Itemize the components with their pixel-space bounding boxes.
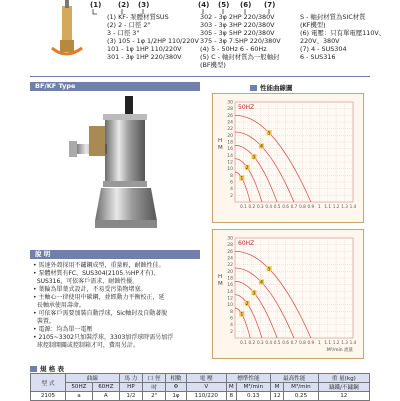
- legend-line: (7) 4 - SUS304: [300, 45, 347, 53]
- y-tick-label: 22: [227, 263, 233, 269]
- x-tick-label: 0.7: [290, 340, 298, 345]
- x-tick-label: 1.3: [341, 204, 348, 209]
- product-type-label: BF/KF Type: [35, 82, 76, 90]
- description-bullet: • 葉輪為單葉式設計，不易受污染物堵塞。: [33, 286, 147, 293]
- description-bullet: [33, 278, 208, 286]
- description-bullet: • 主軸心一律使用中碳鋼，並經動力平衡校正，延: [33, 294, 165, 301]
- description-title: 說 明: [35, 250, 51, 258]
- y-tick-label: 4: [230, 323, 233, 329]
- y-tick-label: 26: [227, 113, 233, 119]
- bullet-text: 馬達外殼採用不鏽鋼成型，重量輕，耐蝕性佳。: [38, 262, 165, 269]
- x-tick-label: 0.1: [240, 204, 247, 209]
- y-tick-label: 4: [230, 187, 233, 193]
- bullet-text: 泵體材質有FC、SUS304(2105.½HP才有)、: [38, 270, 160, 277]
- legend-line: (3) 105 - 1φ 1/2HP 110/220V: [107, 37, 199, 45]
- curve-marker-label: 2: [245, 302, 249, 308]
- x-tick-label: 1.4: [349, 204, 357, 209]
- x-tick-label: 1: [317, 340, 321, 345]
- legend-line: 303 - 3φ 3HP 220/380V: [200, 21, 275, 29]
- legend-line: (BF機型): [200, 61, 226, 69]
- legend-line: (2) 2 - 口徑 2": [107, 21, 151, 29]
- curve-marker-label: 4: [260, 280, 263, 286]
- description-bullet: • 泵體材質有FC、SUS304(2105.½HP才有)、: [33, 270, 160, 277]
- spec-subheader: M³/min: [236, 383, 270, 392]
- spec-table: [30, 373, 370, 401]
- curve-marker-label: 4: [260, 144, 263, 150]
- legend-line: (KF機型): [300, 21, 326, 29]
- spec-cell: 110/220: [186, 392, 226, 401]
- spec-subheader: 吋: [143, 383, 166, 392]
- spec-cell: 12: [270, 392, 284, 401]
- x-tick-label: 0.4: [265, 340, 273, 345]
- y-tick-label: 12: [227, 296, 233, 302]
- x-tick-label: 0.3: [256, 340, 264, 345]
- y-tick-label: 14: [227, 289, 233, 295]
- y-tick-label: 8: [230, 173, 233, 179]
- x-tick-label: 1.1: [324, 204, 332, 209]
- x-tick-label: 0.6: [282, 204, 289, 209]
- y-tick-label: 28: [227, 107, 233, 113]
- bullet-text: 主軸心一律使用中碳鋼，並經動力平衡校正，延: [38, 294, 165, 301]
- legend-line: 301 - 3φ 1HP 220/380V: [107, 53, 182, 61]
- curve-marker-label: 5: [267, 131, 271, 137]
- spec-cell: 8: [226, 392, 236, 401]
- bullet-text: SUS316，可依客戶需求，耐蝕性優。: [36, 278, 139, 285]
- x-tick-label: 0.2: [248, 340, 256, 345]
- bullet-text: 球控制開關或控制箱才可，費用另計。: [36, 342, 139, 349]
- spec-cell: 2": [143, 392, 166, 401]
- chart-section-label: [250, 83, 293, 92]
- performance-chart-50hz: [212, 93, 364, 223]
- x-tick-label: 0.2: [248, 204, 256, 209]
- bullet-text: 可依客戶需要加裝自動浮球，Sic軸封及自動著脫: [38, 310, 168, 317]
- curve-marker-label: 1: [240, 312, 244, 318]
- y-tick-label: 22: [227, 127, 233, 133]
- spec-subheader: 50HZ: [66, 383, 93, 392]
- y-tick-label: 30: [227, 236, 233, 242]
- spec-subheader: V: [186, 383, 226, 392]
- x-tick-label: 0.5: [273, 204, 281, 209]
- header-number: (5): [218, 1, 230, 9]
- description-bullet: • 可依客戶需要加裝自動浮球，Sic軸封及自動著脫: [33, 310, 168, 317]
- legend-line: S - 軸封材質為SIC材質: [300, 13, 366, 21]
- spec-subheader: 鑄鐵/不鏽鋼: [318, 383, 370, 392]
- y-tick-label: 18: [227, 140, 233, 146]
- spec-subheader: 60HZ: [92, 383, 119, 392]
- x-axis-label: M³/min 流量: [326, 348, 353, 353]
- x-tick-label: 0.6: [282, 340, 289, 345]
- hz-label: 60HZ: [238, 240, 255, 247]
- performance-chart-60hz: [212, 229, 364, 359]
- legend-line: 6 - SUS316: [300, 53, 336, 61]
- x-tick-label: 1.3: [341, 340, 348, 345]
- chart-50hz-svg: [213, 94, 363, 222]
- y-tick-label: 10: [227, 303, 233, 309]
- x-tick-label: 1: [317, 204, 321, 209]
- y-tick-label: 14: [227, 153, 233, 159]
- y-tick-label: 10: [227, 167, 233, 173]
- model-code-legend-col2: [200, 14, 281, 70]
- spec-cell: 0.25: [284, 392, 318, 401]
- pump-product-image: [65, 96, 185, 241]
- chart-section-icon: [250, 85, 257, 91]
- header-divider: [30, 76, 370, 77]
- spec-cell: 2105: [31, 392, 66, 401]
- description-list: [33, 262, 208, 350]
- spec-title: 規 格 表: [40, 365, 65, 373]
- legend-line: 302 - 3φ 2HP 220/380V: [200, 13, 275, 21]
- y-tick-label: 18: [227, 276, 233, 282]
- x-tick-label: 0.9: [307, 340, 315, 345]
- x-tick-label: 0.4: [265, 204, 273, 209]
- x-tick-label: 0.8: [299, 340, 306, 345]
- header-number: (1): [90, 1, 102, 9]
- spec-title-row: [30, 364, 64, 373]
- spec-header: 重 量(kg): [318, 374, 370, 383]
- description-bar: [30, 250, 200, 259]
- spec-cell: 1φ: [166, 392, 186, 401]
- y-axis-label: M: [218, 145, 223, 151]
- x-tick-label: 0.8: [299, 204, 306, 209]
- spec-header: 最高性能: [270, 374, 318, 383]
- x-tick-label: 1.4: [349, 340, 357, 345]
- description-bullet: [33, 342, 208, 350]
- y-tick-label: 2: [230, 193, 233, 199]
- spec-subheader: M³/min: [284, 383, 318, 392]
- model-code-legend-col3: [300, 14, 385, 62]
- y-tick-label: 24: [227, 120, 233, 126]
- y-axis-label: H: [218, 274, 223, 280]
- y-tick-label: 8: [230, 309, 233, 315]
- spec-cell: A: [92, 392, 119, 401]
- header-number: (6): [240, 1, 252, 9]
- header-number: (3): [138, 1, 150, 9]
- legend-line: 101 - 1φ 1HP 110/220V: [107, 45, 182, 53]
- y-tick-label: 24: [227, 256, 233, 262]
- x-tick-label: 1.2: [332, 340, 340, 345]
- bullet-text: 裝置。: [36, 318, 55, 325]
- y-tick-label: 30: [227, 100, 233, 106]
- spec-cell: 0.13: [236, 392, 270, 401]
- product-type-bar: [30, 82, 200, 91]
- x-tick-label: 0.1: [240, 340, 247, 345]
- header-number: (7): [264, 1, 276, 9]
- spec-header: 馬 力: [119, 374, 142, 383]
- legend-line: (1) KF- 泵體材質SUS: [107, 13, 169, 21]
- x-tick-label: 0.7: [290, 204, 298, 209]
- description-bullet: • 馬達外殼採用不鏽鋼成型，重量輕，耐蝕性佳。: [33, 262, 165, 269]
- legend-line: 3 - 口徑 3": [107, 29, 140, 37]
- hz-label: 50HZ: [238, 104, 255, 111]
- bullet-text: 長軸承使用壽命。: [36, 302, 85, 309]
- header-number: (4): [198, 1, 210, 9]
- curve-marker-label: 2: [245, 166, 249, 172]
- legend-line: 305 - 3φ 5HP 220/380V: [200, 29, 275, 37]
- x-tick-label: 0.9: [307, 204, 315, 209]
- y-axis-label: H: [218, 138, 223, 144]
- y-tick-label: 26: [227, 249, 233, 255]
- bullet-text: 葉輪為單葉式設計，不易受污染物堵塞。: [38, 286, 147, 293]
- curve-marker-label: 1: [240, 176, 244, 182]
- y-tick-label: 20: [227, 269, 233, 275]
- y-tick-label: 28: [227, 243, 233, 249]
- y-tick-label: 12: [227, 160, 233, 166]
- curve-marker-label: 3: [252, 291, 256, 297]
- legend-line: 375 - 3φ 7.5HP 220/380V: [200, 37, 281, 45]
- spec-cell: 12: [318, 392, 370, 401]
- y-tick-label: 2: [230, 329, 233, 335]
- spec-subheader: M: [226, 383, 236, 392]
- legend-line: (6) 電壓：只有單電壓110V、: [300, 29, 386, 37]
- spec-subheader: M: [270, 383, 284, 392]
- spec-cell: 1/2: [119, 392, 142, 401]
- spec-subheader: Φ: [166, 383, 186, 392]
- spec-header: 電 壓: [186, 374, 226, 383]
- x-tick-label: 0.5: [273, 340, 281, 345]
- spec-header: 相數: [166, 374, 186, 383]
- header-number: (2): [118, 1, 130, 9]
- curve-marker-label: 5: [267, 267, 271, 273]
- y-tick-label: 20: [227, 133, 233, 139]
- y-tick-label: 16: [227, 283, 233, 289]
- legend-line: (4) 5 - 50Hz 6 - 60Hz: [200, 45, 267, 53]
- description-bullet: • 2105~3302只加裝浮球，3303加浮球時需另加浮: [33, 334, 174, 341]
- spec-header: 型 式: [31, 374, 66, 392]
- spec-cell: a: [66, 392, 93, 401]
- bullet-text: 2105~3302只加裝浮球，3303加浮球時需另加浮: [38, 334, 174, 341]
- y-tick-label: 6: [230, 180, 233, 186]
- legend-line: (5) C - 軸封材質為一般軸封: [200, 53, 280, 61]
- spec-header: 標準性能: [226, 374, 270, 383]
- bullet-text: 電源：均為單一電壓: [38, 326, 93, 333]
- description-bullet: [33, 302, 208, 310]
- spec-header: 曲線: [66, 374, 120, 383]
- description-bullet: [33, 318, 208, 326]
- model-code-legend-col1: [107, 14, 199, 62]
- spec-subheader: HP: [119, 383, 142, 392]
- x-tick-label: 1.1: [324, 340, 332, 345]
- curve-marker-label: 3: [252, 155, 256, 161]
- description-bullet: • 電源：均為單一電壓: [33, 326, 93, 333]
- y-tick-label: 16: [227, 147, 233, 153]
- spec-header: 口 徑: [143, 374, 166, 383]
- legend-line: 220V、380V: [300, 37, 340, 45]
- x-tick-label: 1.2: [332, 204, 340, 209]
- spec-icon: [30, 366, 37, 372]
- y-tick-label: 6: [230, 316, 233, 322]
- chart-section-title: 性能曲線圖: [260, 84, 293, 92]
- y-axis-label: M: [218, 281, 223, 287]
- x-tick-label: 0.3: [256, 204, 264, 209]
- chart-60hz-svg: [213, 230, 363, 358]
- pump-thumbnail-image: [48, 0, 86, 62]
